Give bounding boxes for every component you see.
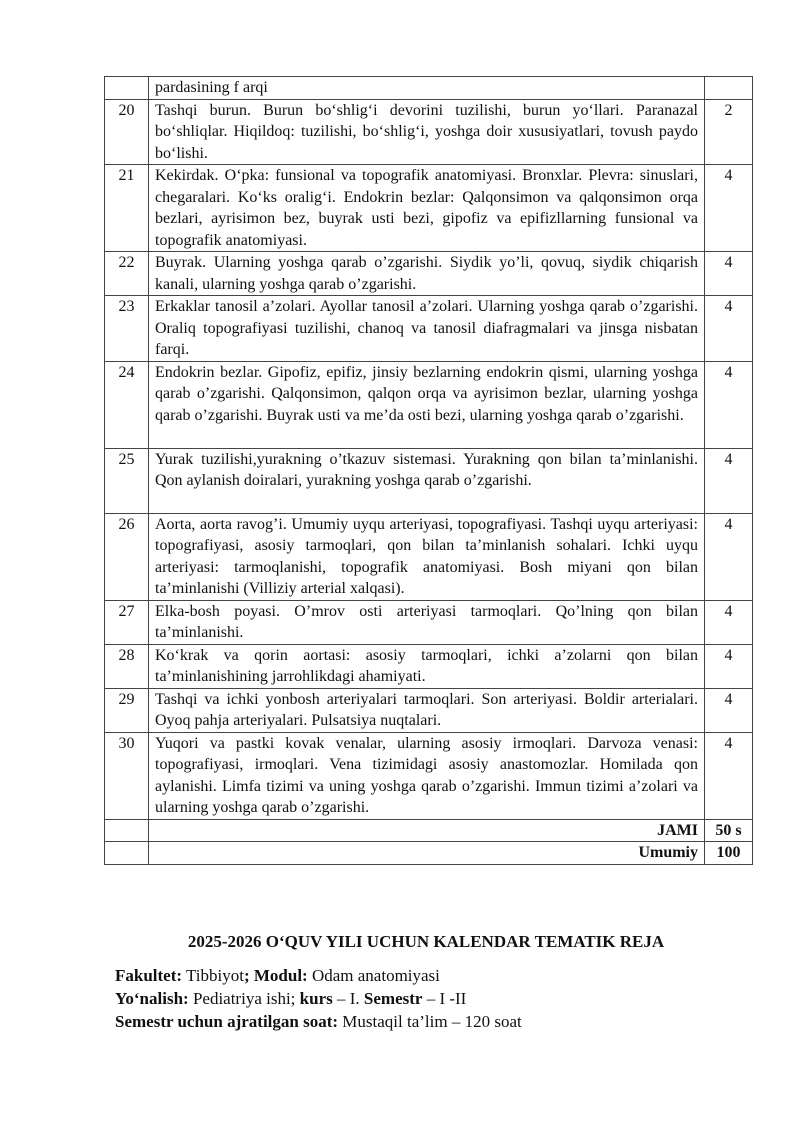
table-row (105, 644, 753, 688)
row-number: 24 (105, 361, 149, 448)
table-row (105, 99, 753, 165)
thematic-plan-table (104, 76, 753, 865)
kurs-value: – I. (332, 989, 364, 1008)
row-hours: 2 (705, 99, 753, 165)
row-topic: pardasining f arqi (149, 77, 705, 100)
row-hours: 4 (705, 448, 753, 513)
row-number: 20 (105, 99, 149, 165)
row-topic: Elka-bosh poyasi. O’mrov osti arteriyasi tarmoqlari. Qo’lning qon bilan ta’minlanishi. (149, 600, 705, 644)
row-number: 22 (105, 252, 149, 296)
modul-label: ; Modul: (243, 966, 308, 985)
yonalish-label: Yo‘nalish: (115, 989, 189, 1008)
row-topic: Kekirdak. O‘pka: funsional va topografik anatomiyasi. Bronxlar. Plevra: sinuslari, chegaralari. Ko‘ks oralig‘i. Endokrin bezlar: Qalqonsimon va qalqonsimon orqa bezlari, ayrisimon bez, buyrak usti bezi, gipofiz va epifizllarning funsional va topografik anatomiyasi. (149, 165, 705, 252)
row-hours: 4 (705, 732, 753, 819)
row-hours: 4 (705, 165, 753, 252)
table-row (105, 600, 753, 644)
row-topic: Endokrin bezlar. Gipofiz, epifiz, jinsiy bezlarning endokrin qismi, ularning yoshga qarab o’zgarishi. Qalqonsimon, qalqon orqa va ayrisimon bezlar, ularning yoshga qarab o’zgarishi. Buyrak usti va me’da osti bezi, ularning yoshga qarab o’zgarishi. (149, 361, 705, 448)
row-number: 21 (105, 165, 149, 252)
row-topic: Yuqori va pastki kovak venalar, ularning asosiy irmoqlari. Darvoza venasi: topografiyasi, irmoqlari. Vena tizimidagi asosiy anastomozlar. Homilada qon aylanishi. Limfa tizimi va uning yoshga qarab o’zgarishi. Immun tizimi a’zolari va ularning yoshga qarab o’zgarishi. (149, 732, 705, 819)
info-line-hours (115, 1012, 522, 1032)
row-topic: Tashqi burun. Burun bo‘shlig‘i devorini tuzilishi, burun yo‘llari. Paranazal bo‘shliqlar. Hiqildoq: tuzilishi, bo‘shlig‘i, yoshga doir xususiyatlari, tovush paydo bo‘lishi. (149, 99, 705, 165)
info-line-direction (115, 989, 466, 1009)
info-line-faculty (115, 966, 440, 986)
table-row (105, 513, 753, 600)
table-row (105, 448, 753, 513)
plan-table-body (105, 77, 753, 865)
row-topic: Erkaklar tanosil a’zolari. Ayollar tanosil a’zolari. Ularning yoshga qarab o’zgarishi. Oraliq topografiyasi tuzilishi, chanoq va tanosil diafragmalari va jinsga nisbatan farqi. (149, 296, 705, 362)
row-topic: Yurak tuzilishi,yurakning o’tkazuv sistemasi. Yurakning qon bilan ta’minlanishi. Qon aylanish doiralari, yurakning yoshga qarab o’zgarishi. (149, 448, 705, 513)
row-hours: 4 (705, 688, 753, 732)
fakultet-label: Fakultet: (115, 966, 183, 985)
page-heading: 2025-2026 O‘QUV YILI UCHUN KALENDAR TEMATIK REJA (187, 932, 665, 951)
table-row (105, 252, 753, 296)
row-hours: 4 (705, 644, 753, 688)
semestr-label: Semestr (363, 989, 423, 1008)
jami-empty-cell (105, 819, 149, 842)
modul-value: Odam anatomiyasi (307, 966, 440, 985)
row-number (105, 77, 149, 100)
table-row (105, 732, 753, 819)
table-row (105, 77, 753, 100)
row-hours: 4 (705, 600, 753, 644)
row-topic: Ko‘krak va qorin aortasi: asosiy tarmoqlari, ichki a’zolarni qon bilan ta’minlanishining jarrohlikdagi ahamiyati. (149, 644, 705, 688)
row-number: 27 (105, 600, 149, 644)
jami-value: 50 s (705, 819, 753, 842)
kurs-label: kurs (299, 989, 333, 1008)
table-row (105, 688, 753, 732)
row-hours (705, 77, 753, 100)
semestr-value: – I -II (422, 989, 467, 1008)
umumiy-empty-cell (105, 842, 149, 865)
row-topic: Tashqi va ichki yonbosh arteriyalari tarmoqlari. Son arteriyasi. Boldir arterialari. Oyoq pahja arteriyalari. Pulsatsiya nuqtalari. (149, 688, 705, 732)
row-topic: Buyrak. Ularning yoshga qarab o’zgarishi. Siydik yo’li, qovuq, siydik chiqarish kanali, ularning yoshga qarab o’zgarishi. (149, 252, 705, 296)
soat-value: Mustaqil ta’lim – 120 soat (338, 1012, 522, 1031)
row-hours: 4 (705, 513, 753, 600)
yonalish-value: Pediatriya ishi; (188, 989, 300, 1008)
row-number: 29 (105, 688, 149, 732)
umumiy-row (105, 842, 753, 865)
fakultet-value: Tibbiyot (182, 966, 244, 985)
table-row (105, 165, 753, 252)
row-number: 26 (105, 513, 149, 600)
row-number: 23 (105, 296, 149, 362)
row-hours: 4 (705, 361, 753, 448)
umumiy-label: Umumiy (149, 842, 705, 865)
row-hours: 4 (705, 252, 753, 296)
jami-row (105, 819, 753, 842)
umumiy-value: 100 (705, 842, 753, 865)
soat-label: Semestr uchun ajratilgan soat: (115, 1012, 339, 1031)
row-topic: Aorta, aorta ravog’i. Umumiy uyqu arteriyasi, topografiyasi. Tashqi uyqu arteriyasi: topografiyasi, asosiy tarmoqlari, qon bilan ta’minlanish sohalari. Ichki uyqu arteriyasi: tarmoqlanishi, topografik anatomiyasi. Bosh miyani qon bilan ta’minlanishi (Villiziy arterial xalqasi). (149, 513, 705, 600)
jami-label: JAMI (149, 819, 705, 842)
row-number: 25 (105, 448, 149, 513)
table-row (105, 296, 753, 362)
table-row (105, 361, 753, 448)
row-hours: 4 (705, 296, 753, 362)
row-number: 30 (105, 732, 149, 819)
row-number: 28 (105, 644, 149, 688)
